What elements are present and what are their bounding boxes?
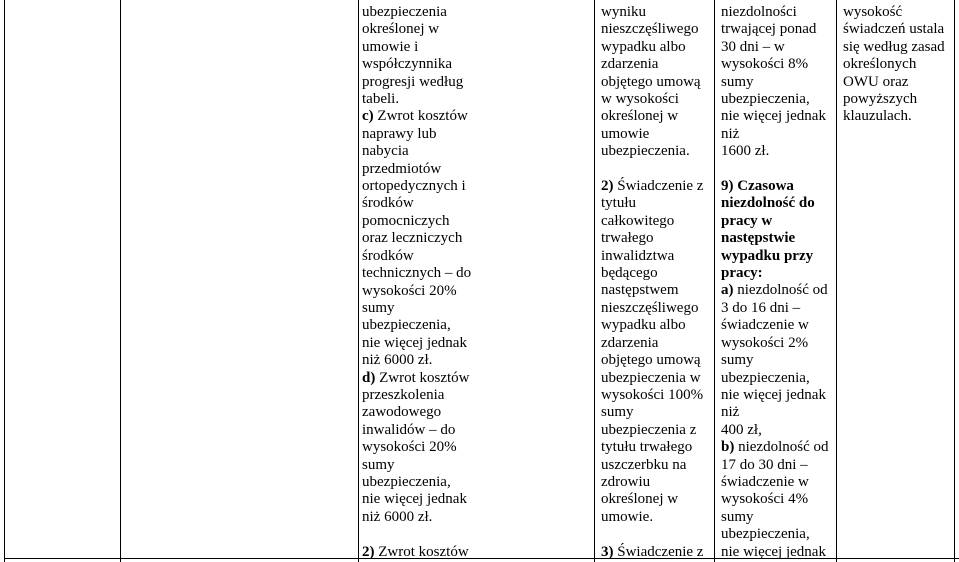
text-line: [843, 74, 955, 91]
list-marker: d): [362, 369, 376, 386]
text-line: [601, 74, 713, 91]
text-line: [601, 300, 713, 317]
text-line: [362, 74, 592, 91]
paragraph-gap: [601, 161, 713, 178]
text-line: [721, 335, 835, 352]
table-cell-benefit-costs: [362, 4, 592, 561]
text-line-content: następstwem: [601, 282, 679, 299]
text-line-content: oraz leczniczych: [362, 230, 463, 247]
text-line: [601, 404, 713, 421]
table-border-left: [4, 0, 5, 562]
section-heading-line: [721, 195, 835, 212]
text-line: [721, 352, 835, 369]
text-line: [721, 491, 835, 508]
text-line-content: ubezpieczenia,: [362, 317, 451, 334]
text-line-content: sumy: [601, 404, 634, 421]
text-line-content: nieszczęśliwego: [601, 299, 699, 316]
table-cell-benefit-amount: [721, 4, 835, 561]
text-line: [601, 544, 713, 561]
text-line-content: wypadku albo: [601, 317, 686, 334]
text-line: [601, 21, 713, 38]
text-line: [721, 300, 835, 317]
text-line-content: ubezpieczenia,: [721, 369, 810, 386]
text-line: [721, 282, 835, 299]
text-line: [601, 335, 713, 352]
text-line: [601, 143, 713, 160]
text-line-content: ubezpieczenia,: [362, 473, 451, 490]
text-line: [362, 213, 592, 230]
text-line: [843, 108, 955, 125]
text-line: [362, 143, 592, 160]
text-line: [721, 143, 835, 160]
text-line-content: nieszczęśliwego: [601, 21, 699, 38]
text-line: [362, 21, 592, 38]
text-line: [721, 457, 835, 474]
list-marker: a): [721, 282, 734, 299]
text-line-content: wysokość: [843, 4, 903, 20]
text-line: [721, 108, 835, 125]
text-line-content: umowie.: [601, 508, 654, 525]
section-heading-line: [721, 213, 835, 230]
text-line: [721, 4, 835, 21]
text-line: [601, 439, 713, 456]
text-line-content: sumy: [721, 73, 754, 90]
text-line-content: trwałego: [601, 230, 654, 247]
text-line: [362, 387, 592, 404]
text-line: [601, 126, 713, 143]
text-line-content: się według zasad: [843, 38, 945, 55]
text-line-content: klauzulach.: [843, 108, 912, 125]
text-line-content: wyniku: [601, 4, 646, 20]
text-line-content: Świadczenie z: [617, 178, 704, 195]
text-line: [362, 283, 592, 300]
paragraph-gap: [721, 161, 835, 178]
text-line: [362, 317, 592, 334]
text-line-content: sumy: [721, 352, 754, 369]
text-line: [843, 56, 955, 73]
text-line: [721, 387, 835, 404]
text-line: [362, 265, 592, 282]
text-line-content: nie więcej jednak: [721, 108, 826, 125]
text-line-content: 400 zł,: [721, 421, 762, 438]
text-line: [721, 422, 835, 439]
table-column-divider-3: [594, 0, 595, 562]
text-line: [601, 213, 713, 230]
section-heading-text: pracy:: [721, 265, 763, 282]
text-line-content: nie więcej jednak: [721, 543, 826, 560]
text-line: [362, 404, 592, 421]
text-line: [843, 39, 955, 56]
text-line: [362, 126, 592, 143]
text-line-content: umowie: [601, 125, 650, 142]
text-line-content: zdarzenia: [601, 56, 659, 73]
text-line-content: ubezpieczenia: [362, 4, 447, 20]
section-heading-line: [721, 178, 835, 195]
text-line-content: pomocniczych: [362, 212, 450, 229]
text-line: [601, 91, 713, 108]
list-marker: 2): [601, 178, 614, 195]
text-line-content: sumy: [721, 508, 754, 525]
text-line-content: powyższych: [843, 91, 918, 108]
text-line: [601, 195, 713, 212]
text-line: [362, 352, 592, 369]
list-marker: c): [362, 108, 374, 125]
text-line-content: 17 do 30 dni –: [721, 456, 808, 473]
text-line-content: zdrowiu: [601, 473, 651, 490]
list-marker: 2): [362, 543, 375, 560]
text-line-content: Zwrot kosztów: [378, 543, 469, 560]
text-line-content: niż 6000 zł.: [362, 508, 433, 525]
section-heading-line: [721, 265, 835, 282]
text-line-content: określonej w: [362, 21, 440, 38]
text-line-content: tytułu trwałego: [601, 439, 693, 456]
text-line: [843, 91, 955, 108]
text-line: [721, 404, 835, 421]
text-line-content: OWU oraz: [843, 73, 909, 90]
text-line-content: nie więcej jednak: [362, 491, 467, 508]
text-line-content: objętego umową: [601, 352, 701, 369]
text-line: [721, 317, 835, 334]
text-line-content: zdarzenia: [601, 334, 659, 351]
text-line: [362, 422, 592, 439]
text-line: [601, 352, 713, 369]
paragraph-gap: [362, 526, 592, 543]
text-line-content: określonej w: [601, 491, 679, 508]
text-line-content: tytułu: [601, 195, 637, 212]
text-line-content: naprawy lub: [362, 125, 437, 142]
text-line-content: ubezpieczenia,: [721, 526, 810, 543]
text-line-content: technicznych – do: [362, 265, 472, 282]
text-line-content: świadczenie w: [721, 473, 809, 490]
text-line-content: nie więcej jednak: [721, 386, 826, 403]
text-line-content: wysokości 100%: [601, 386, 704, 403]
list-marker: b): [721, 439, 735, 456]
text-line: [601, 248, 713, 265]
text-line: [362, 248, 592, 265]
text-line: [843, 21, 955, 38]
section-heading-text: następstwie: [721, 230, 796, 247]
text-line-content: środków: [362, 195, 414, 212]
text-line-content: uszczerbku na: [601, 456, 687, 473]
text-line-content: wysokości 8%: [721, 56, 809, 73]
text-line: [721, 474, 835, 491]
text-line: [362, 195, 592, 212]
list-marker: 3): [601, 543, 614, 560]
text-line-content: przedmiotów: [362, 160, 442, 177]
text-line-content: tabeli.: [362, 91, 400, 108]
text-line-content: ubezpieczenia w: [601, 369, 701, 386]
text-line: [362, 300, 592, 317]
text-line: [362, 108, 592, 125]
section-heading-text: pracy w: [721, 212, 773, 229]
table-cell-benefit-rules: [843, 4, 955, 126]
text-line-content: środków: [362, 247, 414, 264]
text-line-content: inwalidów – do: [362, 421, 456, 438]
text-line: [362, 4, 592, 21]
section-heading-text: niezdolność do: [721, 195, 815, 212]
table-cell-benefit-description: [601, 4, 713, 561]
text-line: [601, 422, 713, 439]
text-line: [601, 282, 713, 299]
text-line-content: wysokości 4%: [721, 491, 809, 508]
text-line-content: 30 dni – w: [721, 38, 785, 55]
text-line-content: niż: [721, 125, 740, 142]
text-line: [601, 108, 713, 125]
text-line: [362, 509, 592, 526]
text-line-content: ortopedycznych i: [362, 178, 466, 195]
text-line: [601, 491, 713, 508]
text-line: [362, 56, 592, 73]
text-line: [721, 39, 835, 56]
text-line-content: nabycia: [362, 143, 409, 160]
text-line-content: Świadczenie z: [617, 543, 704, 560]
text-line: [721, 74, 835, 91]
text-line-content: całkowitego: [601, 212, 675, 229]
text-line-content: niezdolności: [721, 4, 797, 20]
text-line-content: niż 6000 zł.: [362, 352, 433, 369]
text-line-content: będącego: [601, 265, 658, 282]
text-line: [362, 439, 592, 456]
text-line: [601, 230, 713, 247]
text-line-content: trwającej ponad: [721, 21, 817, 38]
text-line-content: świadczenie w: [721, 317, 809, 334]
section-heading-text: wypadku przy: [721, 247, 814, 264]
text-line-content: wysokości 20%: [362, 439, 457, 456]
text-line: [721, 439, 835, 456]
text-line: [362, 230, 592, 247]
table-column-divider-2: [358, 0, 359, 562]
text-line-content: zawodowego: [362, 404, 442, 421]
text-line-content: nie więcej jednak: [362, 334, 467, 351]
text-line-content: wypadku albo: [601, 38, 686, 55]
text-line-content: świadczeń ustala: [843, 21, 945, 38]
text-line: [601, 56, 713, 73]
text-line-content: niezdolność od: [737, 282, 828, 299]
text-line: [601, 265, 713, 282]
text-line: [362, 544, 592, 561]
text-line: [362, 39, 592, 56]
text-line-content: objętego umową: [601, 73, 701, 90]
text-line: [601, 387, 713, 404]
text-line: [721, 91, 835, 108]
text-line-content: współczynnika: [362, 56, 452, 73]
text-line-content: umowie i: [362, 38, 419, 55]
text-line: [362, 474, 592, 491]
text-line: [721, 370, 835, 387]
text-line: [721, 56, 835, 73]
text-line-content: ubezpieczenia,: [721, 91, 810, 108]
text-line-content: przeszkolenia: [362, 386, 445, 403]
text-line: [721, 544, 835, 561]
text-line: [601, 370, 713, 387]
text-line: [362, 457, 592, 474]
text-line-content: sumy: [362, 456, 395, 473]
text-line: [362, 370, 592, 387]
table-column-divider-1: [120, 0, 121, 562]
text-line-content: ubezpieczenia.: [601, 143, 690, 160]
text-line: [362, 161, 592, 178]
text-line-content: Zwrot kosztów: [379, 369, 470, 386]
text-line: [601, 509, 713, 526]
text-line-content: wysokości 2%: [721, 334, 809, 351]
text-line: [601, 474, 713, 491]
text-line-content: inwalidztwa: [601, 247, 675, 264]
text-line: [721, 21, 835, 38]
text-line: [362, 91, 592, 108]
text-line: [601, 457, 713, 474]
text-line-content: w wysokości: [601, 91, 679, 108]
table-column-divider-4: [714, 0, 715, 562]
text-line: [721, 509, 835, 526]
text-line-content: określonej w: [601, 108, 679, 125]
text-line-content: określonych: [843, 56, 917, 73]
paragraph-gap: [601, 526, 713, 543]
text-line-content: wysokości 20%: [362, 282, 457, 299]
section-heading-text: 9) Czasowa: [721, 178, 794, 195]
text-line-content: niż: [721, 404, 740, 421]
text-line: [843, 4, 955, 21]
text-line: [721, 526, 835, 543]
text-line-content: ubezpieczenia z: [601, 421, 697, 438]
text-line-content: 3 do 16 dni –: [721, 299, 801, 316]
text-line-content: niezdolność od: [738, 439, 829, 456]
text-line-content: sumy: [362, 299, 395, 316]
text-line: [601, 317, 713, 334]
text-line: [601, 4, 713, 21]
text-line: [721, 126, 835, 143]
text-line-content: progresji według: [362, 73, 464, 90]
text-line-content: 1600 zł.: [721, 143, 770, 160]
section-heading-line: [721, 248, 835, 265]
text-line: [601, 178, 713, 195]
section-heading-line: [721, 230, 835, 247]
text-line: [362, 491, 592, 508]
text-line-content: Zwrot kosztów: [377, 108, 468, 125]
text-line: [362, 178, 592, 195]
text-line: [362, 335, 592, 352]
text-line: [601, 39, 713, 56]
table-column-divider-5: [836, 0, 837, 562]
